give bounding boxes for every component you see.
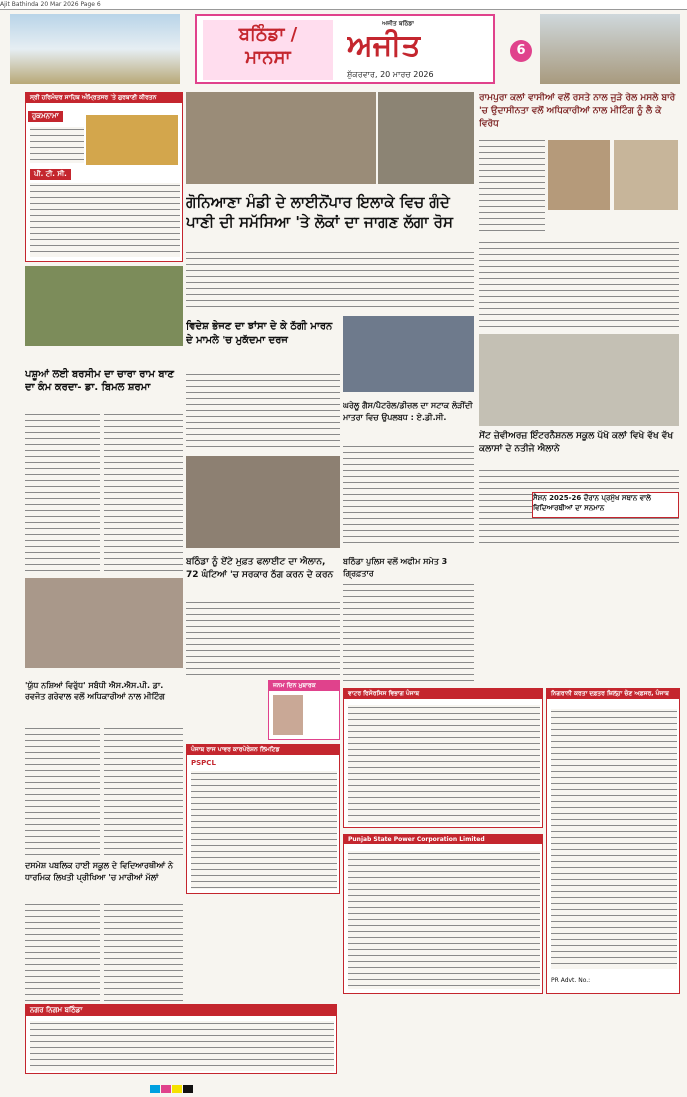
lead-photo-2 [378, 92, 474, 184]
pspcl-text [191, 771, 337, 889]
birthday-title: ਜਨਮ ਦਿਨ ਮੁਬਾਰਕ [269, 681, 339, 691]
gurbani-box [25, 92, 183, 262]
flight-headline: ਬਠਿੰਡਾ ਨੂੰ ਏਂਟੇ ਮੁਫ਼ਤ ਫਲਾਈਟ ਦਾ ਐਲਾਨ, 72 ਘੰਟਿਆਂ 'ਚ ਸਰਕਾਰ ਠੱਗ ਕਰਨ ਦੇ ਕਰਨ [186, 557, 334, 580]
paper-name: ਅਜੀਤ [347, 28, 421, 63]
right-top-text [479, 138, 545, 234]
hukamnama-text [30, 127, 84, 163]
paper-tag: ਅਜੀਤ ਬਠਿੰਡਾ [382, 20, 415, 27]
right-notice-text [551, 709, 677, 969]
right-top-headline: ਰਾਮਪੁਰਾ ਕਲਾਂ ਵਾਸੀਆਂ ਵਲੋਂ ਰਸਤੇ ਨਾਲ ਜੁੜੇ ਰੇਲ ਮਸਲੇ ਬਾਰੇ 'ਚ ਉਦਾਸੀਨਤਾ ਵਲੋਂ ਅਧਿਕਾਰੀਆਂ ਨਾਲ ਮੀਟਿੰਗ ਨੂੰ ਲੈ ਕੇ ਵਿਰੋਧ [479, 93, 676, 129]
masthead-photo-right [540, 14, 680, 84]
color-bar [150, 1078, 194, 1086]
fraud-photo [186, 456, 340, 548]
gas-text [343, 444, 474, 548]
students-text [25, 902, 100, 1002]
animal-text [25, 412, 100, 572]
right-top-text-2 [479, 240, 679, 330]
lead-headline: ਗੋਨਿਆਣਾ ਮੰਡੀ ਦੇ ਲਾਈਨੋਂਪਾਰ ਇਲਾਕੇ ਵਿਚ ਗੰਦੇ ਪਾਣੀ ਦੀ ਸਮੱਸਿਆ 'ਤੇ ਲੋਕਾਂ ਦਾ ਜਾਗਣ ਲੱਗਾ ਰੋਸ [186, 193, 453, 231]
ptc-text [30, 183, 180, 257]
pspcl-notice [186, 744, 340, 894]
psp-notice [343, 834, 543, 994]
session-headline: ਸੈਸ਼ਨ 2025-26 ਦੌਰਾਨ ਪ੍ਰਮੁੱਖ ਸਥਾਨ ਵਾਲੇ ਵਿਦਿਆਰਥੀਆਂ ਦਾ ਸਨਮਾਨ [532, 492, 679, 518]
golden-temple-photo [86, 115, 178, 165]
masthead-date: ਸ਼ੁੱਕਰਵਾਰ, 20 ਮਾਰਚ 2026 [347, 70, 434, 79]
pspcl-title: ਪੰਜਾਬ ਰਾਜ ਪਾਵਰ ਕਾਰਪੋਰੇਸ਼ਨ ਲਿਮਟਿਡ [187, 745, 339, 755]
lead-text [186, 250, 474, 310]
portrait-1 [548, 140, 610, 210]
water-text [348, 705, 540, 825]
gurbani-title: ਸ੍ਰੀ ਹਰਿਮੰਦਰ ਸਾਹਿਬ ਅੰਮ੍ਰਿਤਸਰ 'ਤੇ ਗੁਰਬਾਣੀ ਕੀਰਤਨ [26, 93, 182, 103]
animal-text-2 [104, 412, 183, 572]
right-notice-title: ਨਿਗਰਾਨੀ ਕਰਤਾ ਦਫ਼ਤਰ ਜ਼ਿਲ੍ਹਾ ਚੋਣ ਅਫ਼ਸਰ, ਪੰਜਾਬ [547, 689, 679, 699]
edition-label [203, 20, 333, 80]
ptc-tag: ਪੀ. ਟੀ. ਸੀ. [30, 169, 71, 180]
lead-inset-photo [343, 316, 474, 392]
masthead-photo-left [10, 14, 180, 84]
edition-right: ਮਾਨਸਾ [245, 47, 291, 68]
portrait-2 [614, 140, 678, 210]
print-slug: Ajit Bathinda 20 Mar 2026 Page 6 [0, 0, 687, 10]
police-text [343, 582, 474, 682]
psp-title: Punjab State Power Corporation Limited [344, 835, 542, 844]
water-notice [343, 688, 543, 828]
hukamnama-tag: ਹੁਕਮਨਾਮਾ [28, 111, 63, 122]
right-notice [546, 688, 680, 994]
fraud-headline: ਵਿਦੇਸ਼ ਭੇਜਣ ਦਾ ਝਾਂਸਾ ਦੇ ਕੇ ਠੱਗੀ ਮਾਰਨ ਦੇ ਮਾਮਲੇ 'ਚ ਮੁਕੱਦਮਾ ਦਰਜ [186, 321, 333, 346]
gas-headline: ਘਰੇਲੂ ਗੈਸ/ਪੈਟਰੋਲ/ਡੀਜ਼ਲ ਦਾ ਸਟਾਕ ਲੋੜੀਂਦੀ ਮਾਤਰਾ ਵਿਚ ਉਪਲਬਧ : ਏ.ਡੀ.ਸੀ. [343, 401, 473, 422]
fraud-text [186, 372, 340, 452]
pr-number: PR Advt. No.: [551, 977, 591, 984]
farm-photo [25, 266, 183, 346]
meeting-text [25, 726, 100, 856]
birthday-box [268, 680, 340, 740]
meeting-photo [25, 578, 183, 668]
school-photo [479, 334, 679, 426]
birthday-photo [273, 695, 303, 735]
psp-text [348, 851, 540, 989]
tender-text [30, 1021, 334, 1071]
edition-left: ਬਠਿੰਡਾ / [238, 24, 298, 45]
students-text-2 [104, 902, 183, 1002]
lead-photo-1 [186, 92, 376, 184]
police-headline: ਬਠਿੰਡਾ ਪੁਲਿਸ ਵਲੋਂ ਅਫੀਮ ਸਮੇਤ 3 ਗ੍ਰਿਫ਼ਤਾਰ [343, 557, 448, 578]
water-title: ਵਾਟਰ ਰਿਸੋਰਸਿਸ ਵਿਭਾਗ ਪੰਜਾਬ [344, 689, 542, 699]
animal-headline: ਪਸ਼ੂਆਂ ਲਈ ਬਰਸੀਮ ਦਾ ਚਾਰਾ ਰਾਮ ਬਾਣ ਦਾ ਕੰਮ ਕਰਦਾ- ਡਾ. ਬਿਮਲ ਸ਼ਰਮਾ [25, 369, 175, 393]
tender-title: ਨਗਰ ਨਿਗਮ ਬਠਿੰਡਾ [26, 1005, 336, 1016]
pspcl-logo: PSPCL [191, 759, 216, 767]
masthead-banner [195, 14, 495, 84]
page-number: 6 [510, 40, 532, 62]
meeting-headline: 'ਯੁੱਧ ਨਸ਼ਿਆਂ ਵਿਰੁੱਧ' ਸਬੰਧੀ ਐਸ.ਐਸ.ਪੀ. ਡਾ. ਰਵਜੋਤ ਗਰੇਵਾਲ ਵਲੋਂ ਅਧਿਕਾਰੀਆਂ ਨਾਲ ਮੀਟਿੰਗ [25, 681, 165, 701]
flight-text [186, 600, 340, 680]
tender-notice [25, 1004, 337, 1074]
students-headline: ਦਸਮੇਸ਼ ਪਬਲਿਕ ਹਾਈ ਸਕੂਲ ਦੇ ਵਿਦਿਆਰਥੀਆਂ ਨੇ ਧਾਰਮਿਕ ਲਿਖਤੀ ਪ੍ਰੀਖਿਆ 'ਚ ਮਾਰੀਆਂ ਮੱਲਾਂ [25, 861, 173, 882]
school-headline: ਸੇਂਟ ਜ਼ੇਵੀਅਰਜ਼ ਇੰਟਰਨੈਸ਼ਨਲ ਸਕੂਲ ਪੱਖੋ ਕਲਾਂ ਵਿਖੇ ਵੱਖ ਵੱਖ ਕਲਾਸਾਂ ਦੇ ਨਤੀਜੇ ਐਲਾਨੇ [479, 431, 674, 454]
meeting-text-2 [104, 726, 183, 856]
